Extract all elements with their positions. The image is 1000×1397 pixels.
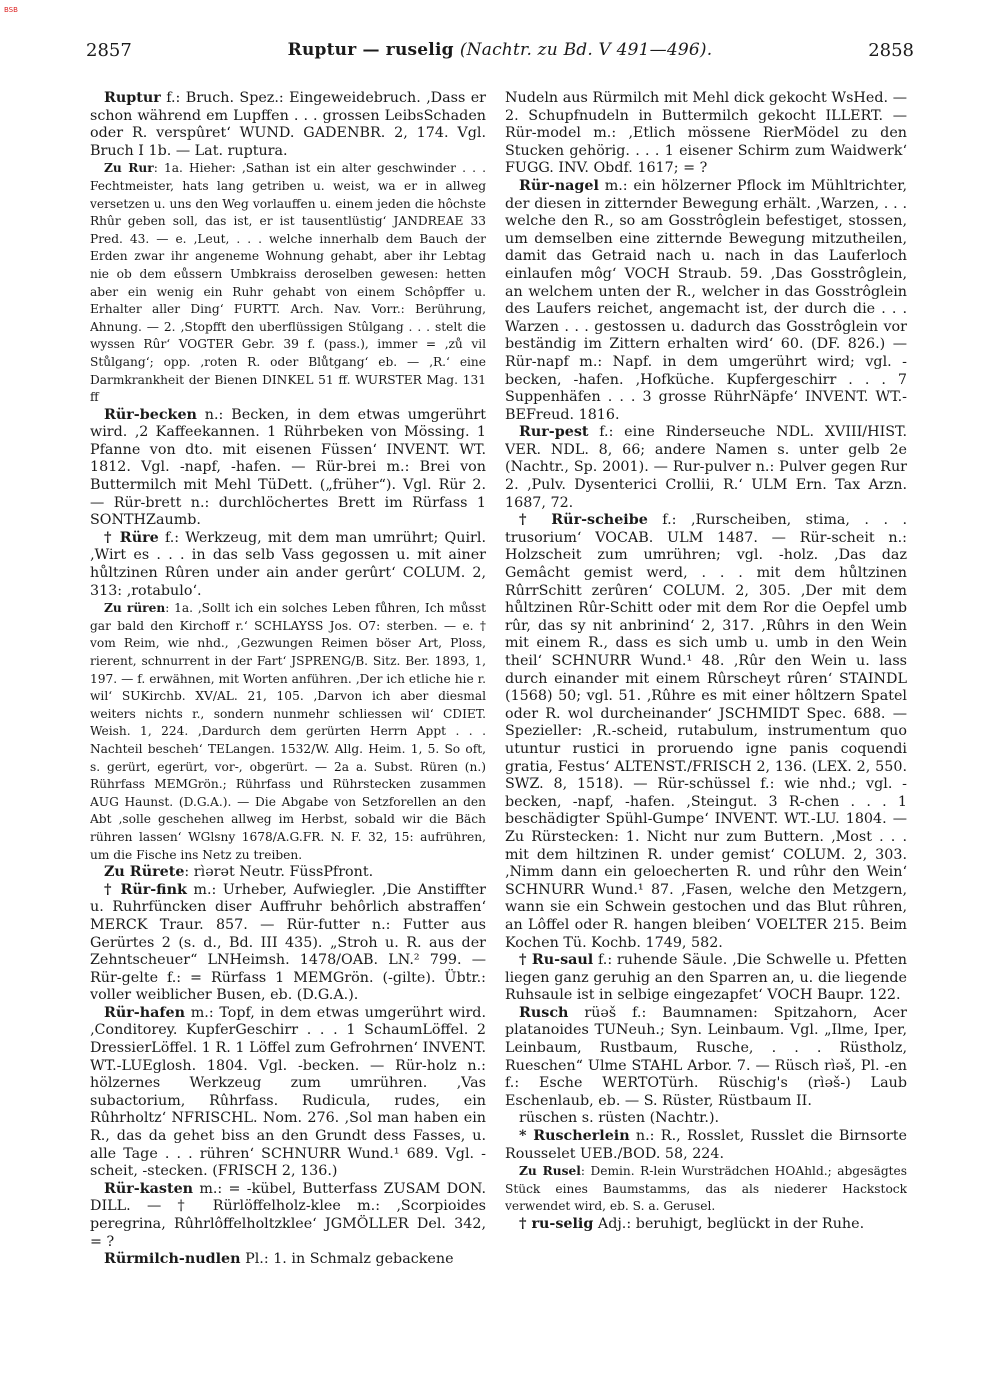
entry-text: : 1a. ‚Sollt ich ein solches Leben fůhren, Ich můsst gar bald den Kirchoff r.‘ SCHLAYSS Jos. O7: sterben. — e. † vom Reim, wie nhd., ‚Gezwungen Reimen böser Art, Ploss, rierent, schnurrent in der Fart‘ JSPRENG/B. Sitz. Ber. 1893, 1, 197. — f. erwähnen, mit Worten anführen. ‚Der ich etliche hie r. wil‘ SUKirchb. XV/AL. 21, 105. ‚Darvon ich aber diesmal weiters nichts r., sondern nunmehr schliessen wil‘ CDIET. Weish. 1, 224. ‚Dardurch dem gerürten Herrn Appt . . . Nachteil bescheh‘ TELangen. 1532/W. Allg. Heim. 1, 5. So oft, s. gerürt, egerürt, vor-, obgerürt. — 2a a. Subst. Rüren (n.) Rührfass MEMGrön.; Rührfass und Rührstecken zusammen AUG Haunst. (D.G.A.). — Die Abgabe von Setzforellen an den Abt ‚solle geschehen allweg im Herbst, sobald wir die Bäch rühren lassen‘ WGlsny 1678/A.G.FR. N. F. 32, 15: aufrühren, um die Fische ins Netz zu treiben.	[90, 601, 486, 862]
entry	[505, 1216, 907, 1234]
entry-text: : Demin. R-lein Wursträdchen HOAhld.; abgesägtes Stück eines Baumstamms, das als niederer Hackstock verwendet wird, eb. S. a. Gerusel.	[505, 1164, 907, 1214]
entry-text: : rìərət Neutr. FüssPfront.	[184, 864, 374, 881]
entry-lemma: † Rüre	[104, 529, 159, 546]
entry	[90, 882, 486, 1005]
entry-text: f.: ruhende Säule. ‚Die Schwelle u. Pfetten liegen ganz geruhig an den Sparren an, u. die liegende Ruhsaule ist in selbige eingezapfet‘ VOCH Baupr. 122.	[505, 952, 907, 1004]
entry-lemma: † ru-selig	[519, 1216, 594, 1232]
entry	[90, 864, 486, 882]
entry-lemma: † Rür-fink	[104, 881, 187, 898]
entry-lemma: Rür-hafen	[104, 1004, 186, 1021]
entry-lemma: † Rür-scheibe	[519, 512, 648, 529]
running-head-subtitle: (Nachtr. zu Bd. V 491—496).	[459, 40, 713, 60]
entry-text: f.: Werkzeug, mit dem man umrührt; Quirl. ‚Wirt es . . . in das selb Vass gegossen u. mit ainer hůltzinen Rûren under ain ander gerûrt‘ COLUM. 2, 313: ‚rotabulo‘.	[90, 529, 486, 599]
entry-lemma: † Ru-saul	[519, 952, 594, 969]
entry	[90, 1181, 486, 1251]
entry-lemma: Rür-kasten	[104, 1180, 194, 1197]
entry-lemma: Rür-nagel	[519, 177, 599, 194]
entry	[90, 1251, 486, 1269]
entry	[90, 90, 486, 160]
running-head	[86, 40, 914, 60]
page-number-left: 2857	[86, 40, 132, 61]
entry-lemma: * Ruscherlein	[519, 1128, 630, 1145]
entry	[505, 178, 907, 424]
page-number-right: 2858	[868, 40, 914, 61]
entry-text: f.: eine Rinderseuche NDL. XVIII/HIST. VER. NDL. 8, 66; andere Namen s. unter gelb 2e (Nachtr., Sp. 2001). — Rur-pulver n.: Pulver gegen Rur 2. ‚Pulv. Dysenterici Crollii, R.‘ ULM Ern. Tax Arzn. 1687, 72.	[505, 424, 907, 511]
entry-text: n.: R., Rosslet, Russlet die Birnsorte Rousselet UEB./BOD. 58, 224.	[505, 1128, 907, 1162]
entry	[505, 1005, 907, 1111]
entry	[90, 1005, 486, 1181]
entry-text: : 1a. Hieher: ‚Sathan ist ein alter geschwinder . . . Fechtmeister, hats lang getriben u. weist, wa er in allweg versetzen u. uns den Weg vorlauffen u. einem jeden die hôchste Rhûr geben soll, das ist, er ist tausentlüstig‘ JANDREAE 33 Pred. 43. — e. ‚Leut, . . . welche innerhalb dem Bauch der Erden zwar ihr angeneme Wohnung gehabt, aber ihr Lebtag nie ob dem eůssern Umbkraiss deroselben gewesen: hetten aber ein wenig ein Ruhr gehabt von einem Schôpffer u. Erhalter aller Ding‘ FURTT. Arch. Nav. Vorr.: Berührung, Ahnung. — 2. ‚Stopfft den uberflüssigen Stûlgang . . . stelt die wyssen Rûr‘ VOGTER Gebr. 39 f. (pass.), immer = ‚zů vil Stůlgang‘; opp. ‚roten R. oder Blůtgang‘ eb. — ‚R.‘ eine Darmkrankheit der Bienen DINKEL 51 ff. WURSTER Mag. 131 ff	[90, 161, 486, 405]
entry-text: f.: Bruch. Spez.: Eingeweidebruch. ‚Dass er schon während em Lupffen . . . grossen LeibsSchaden oder R. verspûret‘ WUND. GADENBR. 2, 174. Vgl. Bruch I 1b. — Lat. ruptura.	[90, 90, 486, 159]
entry-text: m.: = -kübel, Butterfass ZUSAM DON. DILL. — † Rürlöffelholz-klee m.: ‚Scorpioides peregrina, Rûhrlôffelholtzklee‘ JGMÖLLER Del. 342, = ?	[90, 1180, 486, 1250]
entry	[90, 530, 486, 600]
entry	[90, 600, 486, 864]
library-mark: BSB	[4, 6, 18, 14]
entry-lemma: Rur-pest	[519, 424, 589, 441]
entry-text: rüschen s. rüsten (Nachtr.).	[519, 1110, 720, 1127]
entry-lemma: Ruptur	[104, 90, 161, 106]
running-head-title: Ruptur — ruselig	[287, 40, 454, 60]
entry	[505, 952, 907, 1005]
entry-lemma: Zu rüren	[104, 601, 166, 616]
entry-lemma: Rusch	[519, 1004, 569, 1021]
right-column	[505, 90, 907, 1380]
entry-text: Pl.: 1. in Schmalz gebackene	[240, 1251, 454, 1268]
entry	[505, 512, 907, 952]
entry-text: m.: Topf, in dem etwas umgerührt wird. ‚Conditorey. KupferGeschirr . . . 1 SchaumLöffel. 2 DressierLöffel. 1 R. 1 Löffel zum Gefrohrnen‘ INVENT. WT.-LUEglosh. 1804. Vgl. -becken. — Rür-holz n.: hölzernes Werkzeug zum umrühren. ‚Vas subactorium, Rûhrfass. Rudicula, rudes, ein Rûhrholtz‘ NFRISCHL. Nom. 276. ‚Sol man haben ein R., das da gehet biss an den Grundt dess Fasses, u. alle Tage . . . rühren‘ SCHNURR Wund.¹ 689. Vgl. -scheit, -stecken. (FRISCH 2, 136.)	[90, 1004, 486, 1180]
entry-lemma: Zu Rur	[104, 161, 154, 176]
left-column	[90, 90, 486, 1380]
entry	[505, 1128, 907, 1163]
entry	[505, 90, 907, 178]
entry-lemma: Zu Rusel	[519, 1164, 581, 1179]
entry	[505, 1163, 907, 1216]
entry	[90, 407, 486, 530]
entry	[505, 424, 907, 512]
entry-lemma: Zu Rürete	[104, 864, 185, 881]
entry-text: f.: ‚Rurscheiben, stima, . . . trusorium‘ VOCAB. ULM 1487. — Rür-scheit n.: Holzscheit zum umrühren; vgl. -holz. ‚Das daz Gemâcht gemist werd, . . . mit dem hůltzinen RûrrSchitt zerûren‘ COLUM. 2, 305. ‚Der mit dem hůltzinen Rûr-Schitt oder mit dem Ror die Oepfel umb rûr, das sy nit anbrinind‘ 2, 317. ‚Rûhrs in den Wein mit einem R., dass es sich umb u. umb in den Wein theil‘ SCHNURR Wund.¹ 48. ‚Rûr den Wein u. lass durch einander mit einem Rûrscheyt rûren‘ STAINDL (1568) 50; vgl. 51. ‚Rûhre es mit einer hôltzern Spatel oder R. wol durcheinander‘ JSCHMIDT Spec. 688. — Spezieller: ‚R.-scheid, rutabulum, instrumentum quo utuntur rustici in proruendo igne panis coquendi gratia, Festus‘ ALTENST./FRISCH 2, 136. (LEX. 2, 550. SWZ. 8, 1518). — Rür-schüssel f.: wie nhd.; vgl. -becken, -napf, -hafen. ‚Steingut. 3 R-chen . . . 1 beschädigter Spühl-Gumpe‘ INVENT. WT.-LU. 1804. — Zu Rürstecken: 1. Nicht nur zum Buttern. ‚Most . . . mit dem hiltzinen R. under gemist‘ COLUM. 2, 303. ‚Nimm dann ein geloecherten R. und rûhr den Wein‘ SCHNURR Wund.¹ 87. ‚Fasen, welche den Metzgern, wann sie ein Schwein gestochen und das Blut rûhren, an Lôffel oder R. hangen bleiben‘ VOELTER 215. Beim Kochen Tü. Kochb. 1749, 582.	[505, 512, 907, 951]
entry-lemma: Rürmilch-nudlen	[104, 1251, 241, 1268]
entry-text: n.: Becken, in dem etwas umgerührt wird. ‚2 Kaffeekannen. 1 Rührbeken von Mössing. 1 Pfanne von dto. mit eisenen Füssen‘ INVENT. WT. 1812. Vgl. -napf, -hafen. — Rür-brei m.: Brei von Buttermilch mit Mehl TüDett. („früher“). Vgl. Rür 2. — Rür-brett n.: durchlöchertes Brett im Rürfass 1 SONTHZaumb.	[90, 406, 486, 529]
entry-text: rüəš f.: Baumnamen: Spitzahorn, Acer platanoides TUNeuh.; Syn. Leinbaum. Vgl. „Ilme, Iper, Leinbaum, Rustbaum, Rusche, . . . Rüstholz, Rueschen“ Ulme STAHL Arbor. 7. — Rüsch rìəš, Pl. -en f.: Esche WERTOTürh. Rüschig's (rìəš-) Laub Eschenlaub, eb. — S. Rüster, Rüstbaum II.	[505, 1004, 907, 1109]
page-header	[86, 40, 914, 70]
entry-text: Adj.: beruhigt, beglückt in der Ruhe.	[593, 1216, 865, 1232]
entry	[90, 160, 486, 406]
entry-lemma: Rür-becken	[104, 406, 197, 423]
entry-text: m.: ein hölzerner Pflock im Mühltrichter, der diesen in zitternder Bewegung erhält. ‚Warzen, . . . welche den R., so am Gosstrôglein befestiget, stossen, um demselben eine zitternde Bewegung mitzutheilen, damit das Getraid nach u. nach in das Lauferloch einlaufen môg‘ VOCH Straub. 59. ‚Das Gosstrôglein, an welchem unten der R., welcher in das Gosstrôglein des Laufers reichet, angemacht ist, der durch die . . . Warzen . . . gestossen u. dadurch das Gosstrôglein vor beständig im Zittern erhalten wird‘ 60. (DF. 826.) — Rür-napf m.: Napf. in dem umgerührt wird; vgl. -becken, -hafen. ‚Hofküche. Kupfergeschirr . . . 7 Suppenhäfen . . . 3 grosse RührNäpfe‘ INVENT. WT.-BEFreud. 1816.	[505, 177, 907, 423]
entry-text: m.: Urheber, Aufwiegler. ‚Die Anstiffter u. Ruhrfüncken diser Auffruhr behôrlich abstraffen‘ MERCK Traur. 857. — Rür-futter n.: Futter aus Gerürtes 2 (s. d., Bd. III 435). „Stroh u. R. aus der Zehntscheuer“ LNHeimsh. 1478/OAB. LN.² 799. — Rür-gelte f.: = Rürfass 1 MEMGrön. (-gilte). Übtr.: voller weiblicher Busen, eb. (D.G.A.).	[90, 881, 486, 1004]
entry-text: Nudeln aus Rürmilch mit Mehl dick gekocht WsHed. — 2. Schupfnudeln in Buttermilch gekocht ILLERT. — Rür-model m.: ‚Etlich mössene RierMödel zu den Stucken gehörig. . . . 1 eisener Schirm zum Waidwerk‘ FUGG. INV. Obdf. 1617; = ?	[505, 90, 907, 177]
entry	[505, 1110, 907, 1128]
